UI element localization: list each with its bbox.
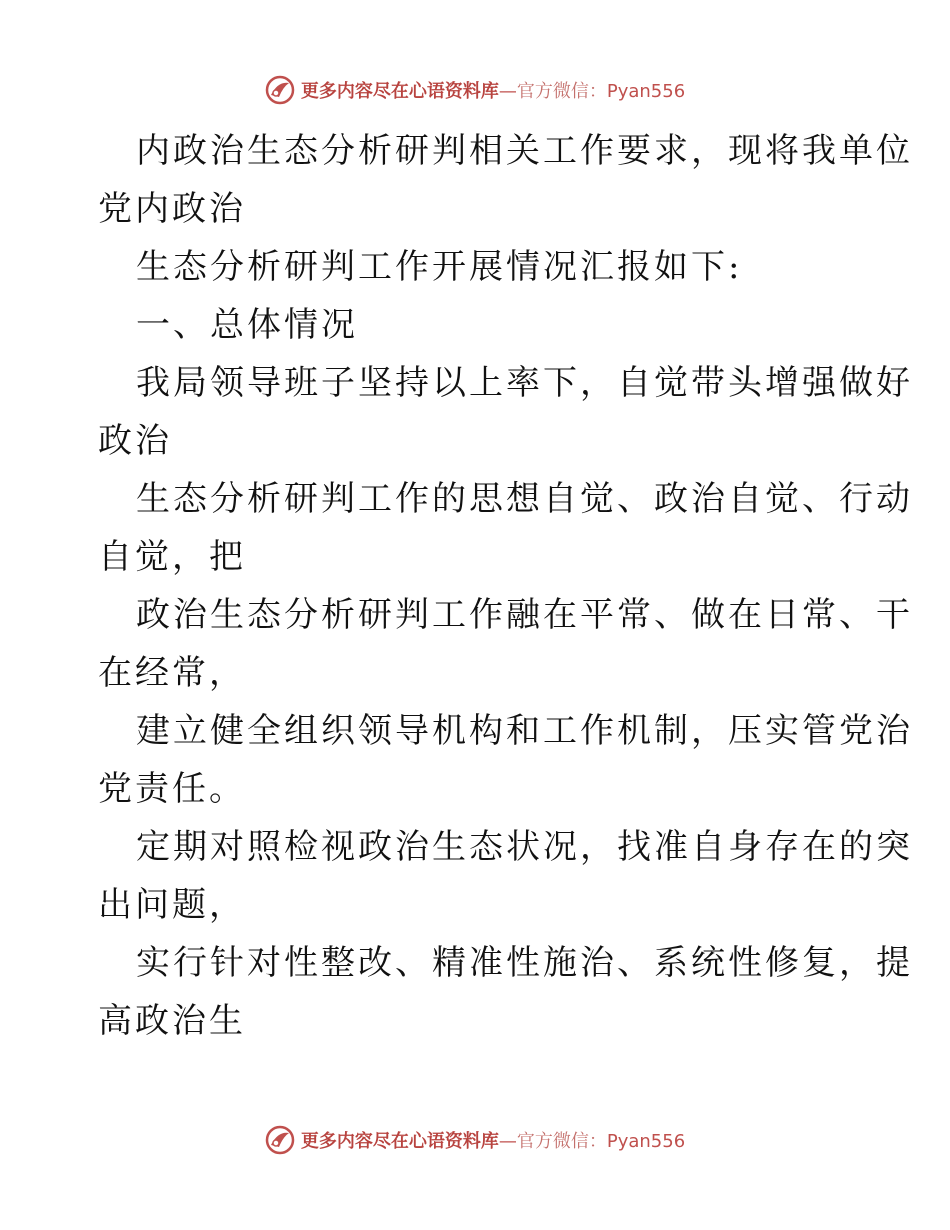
paragraph-3-line-2: 政治: [98, 421, 172, 461]
paragraph-7: [98, 818, 913, 934]
paragraph-4: [98, 470, 913, 586]
footer-banner-text: [301, 1127, 685, 1153]
paragraph-1: [98, 122, 913, 238]
brand-logo-icon: [265, 1125, 295, 1155]
section-heading-text: 一、总体情况: [136, 305, 358, 345]
header-watermark-banner: [0, 70, 950, 110]
paragraph-7-line-1: 定期对照检视政治生态状况，找准自身存在的突: [136, 827, 913, 867]
paragraph-5-line-1: 政治生态分析研判工作融在平常、做在日常、干: [136, 595, 913, 635]
document-body: [98, 122, 913, 1050]
paragraph-2: [98, 238, 858, 296]
paragraph-6-line-2: 党责任。: [98, 769, 246, 809]
header-banner-brand: 更多内容尽在心语资料库: [300, 81, 499, 102]
footer-banner-contact: 官方微信：: [516, 1131, 607, 1152]
footer-banner-brand: 更多内容尽在心语资料库: [300, 1131, 499, 1152]
section-heading: [98, 296, 858, 354]
paragraph-8: [98, 934, 913, 1050]
paragraph-3-line-1: 我局领导班子坚持以上率下，自觉带头增强做好: [136, 363, 913, 403]
header-banner-wechat-id: Pyan556: [606, 81, 686, 102]
footer-banner-dash: —: [498, 1131, 517, 1152]
paragraph-1-line-1: 内政治生态分析研判相关工作要求，现将我单位: [136, 131, 913, 171]
paragraph-5: [98, 586, 913, 702]
header-banner-text: [301, 77, 685, 103]
header-banner-contact: 官方微信：: [516, 81, 607, 102]
brand-logo-icon: [265, 75, 295, 105]
paragraph-8-line-1: 实行针对性整改、精准性施治、系统性修复，提: [136, 943, 913, 983]
paragraph-1-line-2: 党内政治: [98, 189, 246, 229]
paragraph-4-line-2: 自觉，把: [98, 537, 246, 577]
paragraph-5-line-2: 在经常，: [98, 653, 246, 693]
paragraph-6-line-1: 建立健全组织领导机构和工作机制，压实管党治: [136, 711, 913, 751]
paragraph-8-line-2: 高政治生: [98, 1001, 246, 1041]
paragraph-3: [98, 354, 913, 470]
footer-banner-wechat-id: Pyan556: [606, 1131, 686, 1152]
footer-watermark-banner: [0, 1120, 950, 1160]
paragraph-4-line-1: 生态分析研判工作的思想自觉、政治自觉、行动: [136, 479, 913, 519]
paragraph-2-line-1: 生态分析研判工作开展情况汇报如下:: [136, 247, 743, 287]
header-banner-dash: —: [498, 81, 517, 102]
paragraph-7-line-2: 出问题，: [98, 885, 246, 925]
paragraph-6: [98, 702, 913, 818]
